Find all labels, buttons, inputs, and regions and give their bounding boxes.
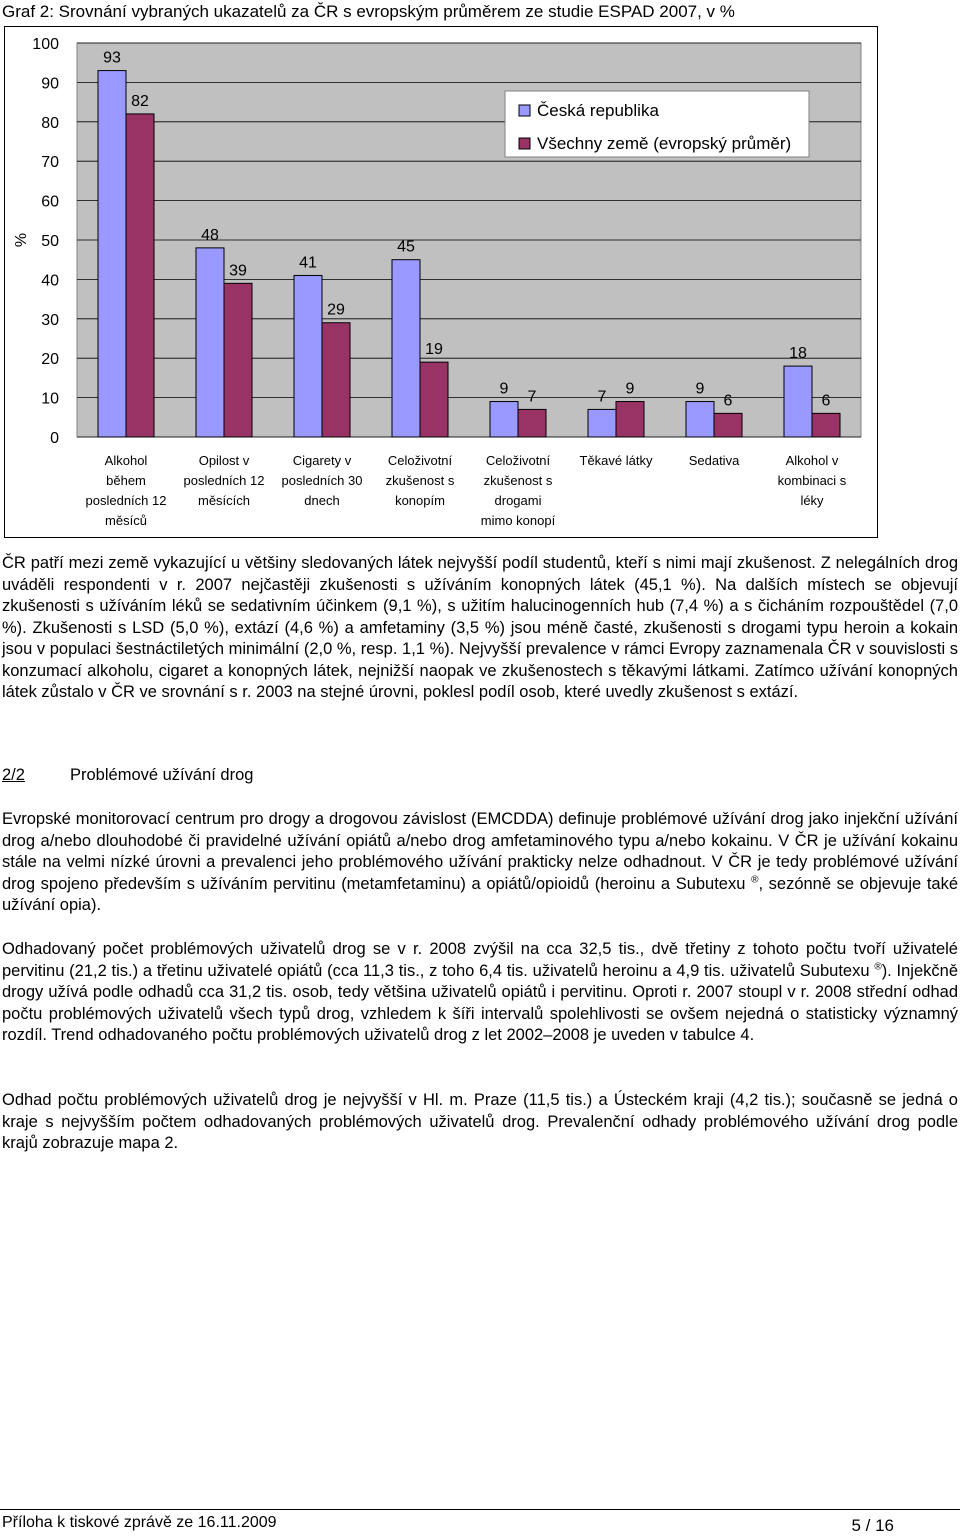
bar-value-label: 9 — [625, 380, 635, 398]
legend-swatch — [519, 105, 530, 116]
paragraph-emcdda-definition — [2, 809, 958, 917]
bar-value-label: 93 — [103, 49, 121, 67]
category-label: posledních 30 — [281, 473, 363, 488]
bar-value-label: 7 — [597, 388, 607, 406]
bar-value-label: 48 — [201, 226, 219, 244]
category-label: Celoživotní — [485, 453, 551, 468]
paragraph-emcdda-part1: Evropské monitorovací centrum pro drogy a drogovou závislost (EMCDDA) definuje problémové užívání drog jako injekční užívání drog a/nebo dlouhodobé či pravidelné užívání opiátů a/nebo drog amfetaminového typu a/nebo kokainu. V ČR je užívání kokainu stále na velmi nízké úrovni a prevalenci jeho problémového užívání prakticky nelze odhadnout. V ČR je tedy problémové užívání drog spojeno především s užíváním pervitinu (metamfetaminu) a opiátů/opioidů (heroinu a Subutexu — [2, 810, 958, 893]
bar-value-label: 18 — [789, 345, 807, 363]
section-number: 2/2 — [2, 766, 25, 784]
category-label: měsících — [197, 493, 251, 508]
footer-divider — [0, 1509, 960, 1510]
category-label: Opilost v — [198, 453, 250, 468]
category-label: kombinaci s — [777, 473, 847, 488]
bar-cr — [588, 409, 616, 437]
bar-value-label: 82 — [131, 92, 149, 110]
bar-value-label: 6 — [821, 392, 831, 410]
category-label: zkušenost s — [385, 473, 455, 488]
category-label: Celoživotní — [387, 453, 453, 468]
section-title: Problémové užívání drog — [70, 766, 254, 784]
paragraph-estimate-part2: ). Injekčně drogy užívá podle odhadů cca 31,2 tis. osob, tedy většina uživatelů opiátů i pervitinu. Oproti r. 2007 stoupl v r. 2008 střední odhad počtu problémových uživatelů všech typů drog, vzhledem k šíři intervalů spolehlivosti se ovšem nejedná o statisticky významný rozdíl. Trend odhadovaného počtu problémových uživatelů drog z let 2002–2008 je uveden v tabulce 4. — [2, 961, 958, 1044]
category-label: posledních 12 — [85, 493, 167, 508]
section-heading — [2, 766, 253, 785]
bar-value-label: 9 — [499, 380, 509, 398]
category-label: dnech — [304, 493, 340, 508]
bar-eu — [518, 409, 546, 437]
y-tick-label: 100 — [32, 36, 59, 53]
bar-eu — [616, 402, 644, 437]
graph-title: Graf 2: Srovnání vybraných ukazatelů za ČR s evropským průměrem ze studie ESPAD 2007, v % — [2, 2, 735, 21]
y-tick-label: 10 — [41, 390, 59, 408]
bar-cr — [98, 71, 126, 437]
bar-cr — [686, 402, 714, 437]
bar-cr — [392, 260, 420, 437]
bar-value-label: 7 — [527, 388, 537, 406]
category-label: Sedativa — [688, 453, 740, 468]
bar-value-label: 45 — [397, 238, 415, 256]
category-label: Těkavé látky — [579, 453, 653, 468]
category-label: konopím — [395, 493, 445, 508]
category-label: posledních 12 — [183, 473, 265, 488]
bar-eu — [126, 114, 154, 437]
chart-svg — [5, 27, 879, 539]
y-tick-label: 50 — [41, 233, 59, 250]
bar-value-label: 9 — [695, 380, 705, 398]
bar-eu — [812, 413, 840, 437]
bar-value-label: 19 — [425, 341, 443, 359]
paragraph-emcdda-part2: , sezónně se objevuje také užívání opia). — [2, 874, 959, 914]
bar-eu — [322, 323, 350, 437]
bar-value-label: 6 — [723, 392, 733, 410]
bar-cr — [490, 402, 518, 437]
footer-source: Příloha k tiskové zprávě ze 16.11.2009 — [2, 1514, 277, 1531]
y-tick-label: 30 — [41, 311, 59, 329]
category-label: měsíců — [105, 513, 147, 528]
y-tick-label: 20 — [41, 351, 59, 369]
registered-mark: ® — [751, 874, 759, 885]
category-label: zkušenost s — [483, 473, 553, 488]
paragraph-espad-summary: ČR patří mezi země vykazující u většiny sledovaných látek nejvyšší podíl studentů, kteří s nimi mají zkušenost. Z nelegálních drog uváděli respondenti v r. 2007 nejčastěji zkušenosti s užíváním konopných látek (45,1 %). Na dalších místech se objevují zkušenosti s užíváním léků se sedativním účinkem (9,1 %), s užitím halucinogenních hub (7,4 %) a s čicháním rozpouštědel (7,0 %). Zkušenosti s LSD (5,0 %), extází (4,6 %) a amfetaminy (3,5 %) jsou méně časté, zkušenosti s drogami typu heroin a kokain jsou v populaci šestnáctiletých minimální (2,0 %, resp. 1,1 %). Nejvyšší prevalence v rámci Evropy zaznamenala ČR v souvislosti s konzumací alkoholu, cigaret a konopných látek, nejnižší naopak ve zkušenostech s těkavými látkami. Zatímco užívání konopných látek zůstalo v ČR ve srovnání s r. 2003 na stejné úrovni, poklesl podíl osob, které uvedly zkušenost s extází. — [2, 554, 958, 701]
category-label: Alkohol — [104, 453, 148, 468]
registered-mark: ® — [874, 961, 882, 972]
page-number: 5 / 16 — [851, 1516, 894, 1535]
paragraph-user-estimate — [2, 939, 958, 1047]
legend-swatch — [519, 138, 530, 149]
y-tick-label: 0 — [50, 430, 59, 447]
bar-eu — [224, 283, 252, 437]
bar-eu — [714, 413, 742, 437]
y-tick-label: 70 — [41, 154, 59, 172]
category-label: mimo konopí — [480, 513, 556, 528]
bar-eu — [420, 362, 448, 437]
legend-label: Česká republika — [537, 101, 659, 120]
paragraph-estimate-part1: Odhadovaný počet problémových uživatelů drog se v r. 2008 zvýšil na cca 32,5 tis., dvě třetiny z tohoto počtu tvoří uživatelé pervitinu (21,2 tis.) a třetinu uživatelé opiátů (cca 11,3 tis., z toho 6,4 tis. uživatelů heroinu a 4,9 tis. uživatelů Subutexu — [2, 940, 958, 980]
category-label: drogami — [494, 493, 542, 508]
y-tick-label: 90 — [41, 75, 59, 93]
bar-value-label: 29 — [327, 301, 345, 319]
category-label: léky — [800, 493, 824, 508]
paragraph-regional-estimate: Odhad počtu problémových uživatelů drog je nejvyšší v Hl. m. Praze (11,5 tis.) a Ústeckém kraji (4,2 tis.); současně se jedná o kraje s nejvyšším počtem odhadovaných problémových uživatelů drog. Prevalenční odhady problémového užívání drog podle krajů zobrazuje mapa 2. — [2, 1091, 958, 1152]
y-tick-label: 40 — [41, 272, 59, 290]
bar-value-label: 41 — [299, 254, 317, 272]
bar-cr — [196, 248, 224, 437]
bar-cr — [784, 366, 812, 437]
category-label: Cigarety v — [292, 453, 352, 468]
bar-value-label: 39 — [229, 262, 247, 280]
category-label: během — [106, 473, 146, 488]
y-tick-label: 60 — [41, 193, 59, 211]
y-tick-label: 80 — [41, 114, 59, 132]
category-label: Alkohol v — [785, 453, 839, 468]
bar-chart — [4, 26, 878, 538]
bar-cr — [294, 275, 322, 437]
y-axis-label: % — [13, 232, 30, 248]
legend-label: Všechny země (evropský průměr) — [537, 134, 792, 153]
